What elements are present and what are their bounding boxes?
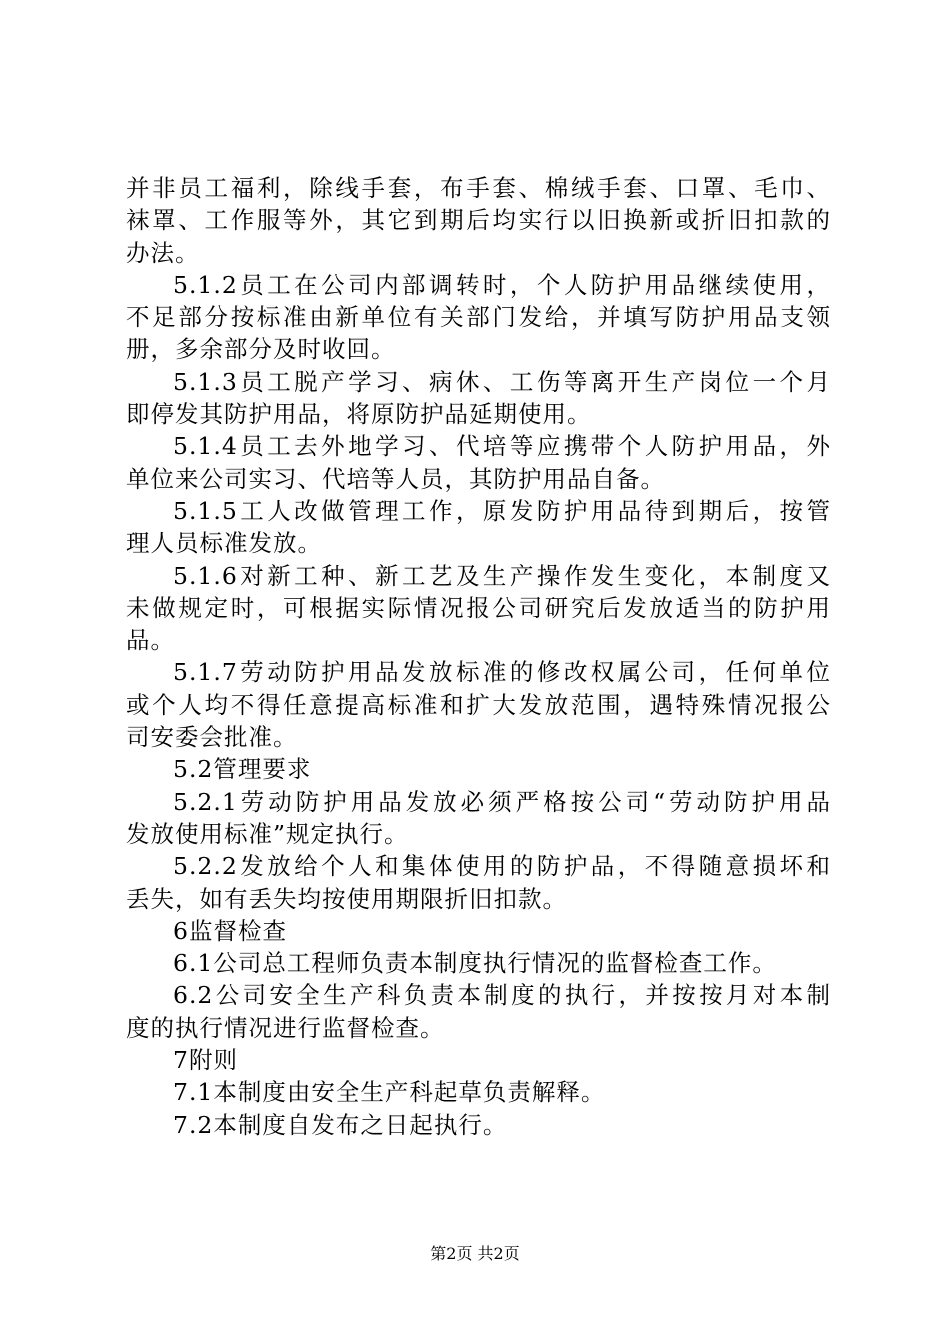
text-line: 发放使用标准”规定执行。 (126, 819, 409, 848)
text-line: 丢失，如有丢失均按使用期限折旧扣款。 (126, 884, 567, 913)
page-footer: 第2页 共2页 (430, 1244, 520, 1263)
text-line: 5.2.1劳动防护用品发放必须严格按公司“劳动防护用品 (173, 787, 831, 816)
text-line: 5.1.2员工在公司内部调转时，个人防护用品继续使用， (173, 270, 831, 299)
text-line: 6.2公司安全生产科负责本制度的执行，并按按月对本制 (173, 981, 831, 1010)
text-line: 6.1公司总工程师负责本制度执行情况的监督检查工作。 (173, 949, 777, 978)
document-body (126, 172, 831, 1141)
text-line: 度的执行情况进行监督检查。 (126, 1013, 445, 1042)
text-line: 5.1.6对新工种、新工艺及生产操作发生变化，本制度又 (173, 561, 831, 590)
text-line: 5.2管理要求 (173, 755, 312, 784)
text-line: 5.1.5工人改做管理工作，原发防护用品待到期后，按管 (173, 496, 831, 525)
text-line: 未做规定时，可根据实际情况报公司研究后发放适当的防护用 (126, 593, 831, 622)
text-line: 品。 (126, 626, 175, 655)
text-line: 5.1.3员工脱产学习、病休、工伤等离开生产岗位一个月 (173, 367, 831, 396)
text-line: 7附则 (173, 1046, 238, 1075)
text-line: 5.1.7劳动防护用品发放标准的修改权属公司，任何单位 (173, 658, 831, 687)
text-line: 办法。 (126, 238, 200, 267)
text-line: 袜罩、工作服等外，其它到期后均实行以旧换新或折旧扣款的 (126, 206, 831, 235)
text-line: 司安委会批准。 (126, 723, 298, 752)
text-line: 6监督检查 (173, 916, 287, 945)
text-line: 或个人均不得任意提高标准和扩大发放范围，遇特殊情况报公 (126, 690, 831, 719)
text-line: 理人员标准发放。 (126, 529, 322, 558)
text-line: 不足部分按标准由新单位有关部门发给，并填写防护用品支领 (126, 303, 831, 332)
text-line: 7.2本制度自发布之日起执行。 (173, 1110, 508, 1139)
text-line: 5.2.2发放给个人和集体使用的防护品，不得随意损坏和 (173, 852, 831, 881)
text-line: 并非员工福利，除线手套，布手套、棉绒手套、口罩、毛巾、 (126, 174, 831, 202)
text-line: 单位来公司实习、代培等人员，其防护用品自备。 (126, 464, 665, 493)
text-line: 7.1本制度由安全生产科起草负责解释。 (173, 1078, 606, 1107)
text-line: 即停发其防护用品，将原防护品延期使用。 (126, 400, 592, 429)
text-line: 册，多余部分及时收回。 (126, 335, 396, 364)
text-line: 5.1.4员工去外地学习、代培等应携带个人防护用品，外 (173, 432, 831, 461)
